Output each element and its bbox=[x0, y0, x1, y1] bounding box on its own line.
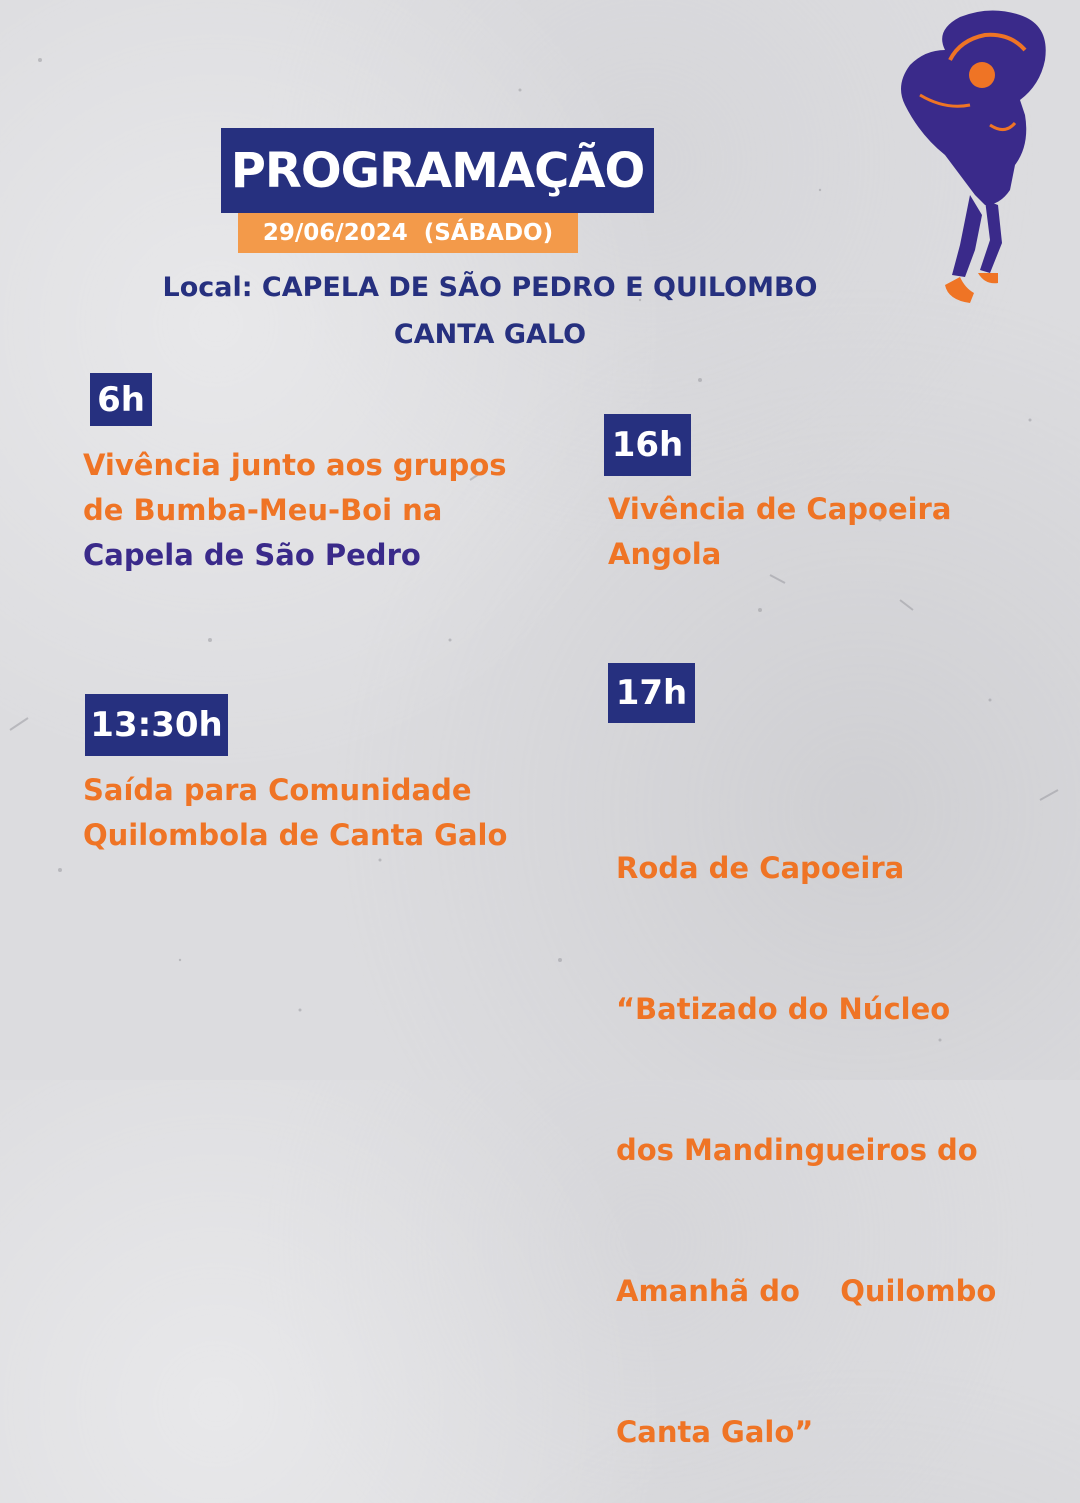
time-badge-16h: 16h bbox=[604, 414, 691, 476]
page-title: PROGRAMAÇÃO bbox=[221, 128, 654, 213]
time-badge-17h: 17h bbox=[608, 663, 695, 723]
activity-17h-line-5: Canta Galo” bbox=[616, 1415, 814, 1449]
location-line-1: Local: CAPELA DE SÃO PEDRO E QUILOMBO bbox=[162, 272, 818, 303]
location-line-2: CANTA GALO bbox=[393, 319, 587, 350]
activity-17h-line-2: “Batizado do Núcleo bbox=[616, 992, 951, 1026]
activity-17h-line-1: Roda de Capoeira bbox=[616, 851, 905, 885]
location-text bbox=[100, 264, 880, 358]
activity-16h-description: Vivência de Capoeira Angola bbox=[608, 492, 952, 571]
activity-6h-description bbox=[83, 443, 513, 578]
bumba-meu-boi-dancer-icon bbox=[890, 5, 1060, 310]
activity-17h-line-4: Amanhã do Quilombo bbox=[616, 1274, 997, 1308]
activity-17h-description bbox=[616, 751, 1066, 1503]
date-badge: 29/06/2024 (SÁBADO) bbox=[238, 213, 578, 253]
time-badge-6h: 6h bbox=[90, 373, 152, 426]
time-badge-1330h: 13:30h bbox=[85, 694, 228, 756]
activity-1330h-description: Saída para Comunidade Quilombola de Canta Galo bbox=[83, 773, 508, 852]
activity-6h-text: Vivência junto aos grupos de Bumba-Meu-Boi na bbox=[83, 448, 507, 527]
activity-17h-line-3: dos Mandingueiros do bbox=[616, 1133, 978, 1167]
activity-6h-location: Capela de São Pedro bbox=[83, 538, 421, 572]
